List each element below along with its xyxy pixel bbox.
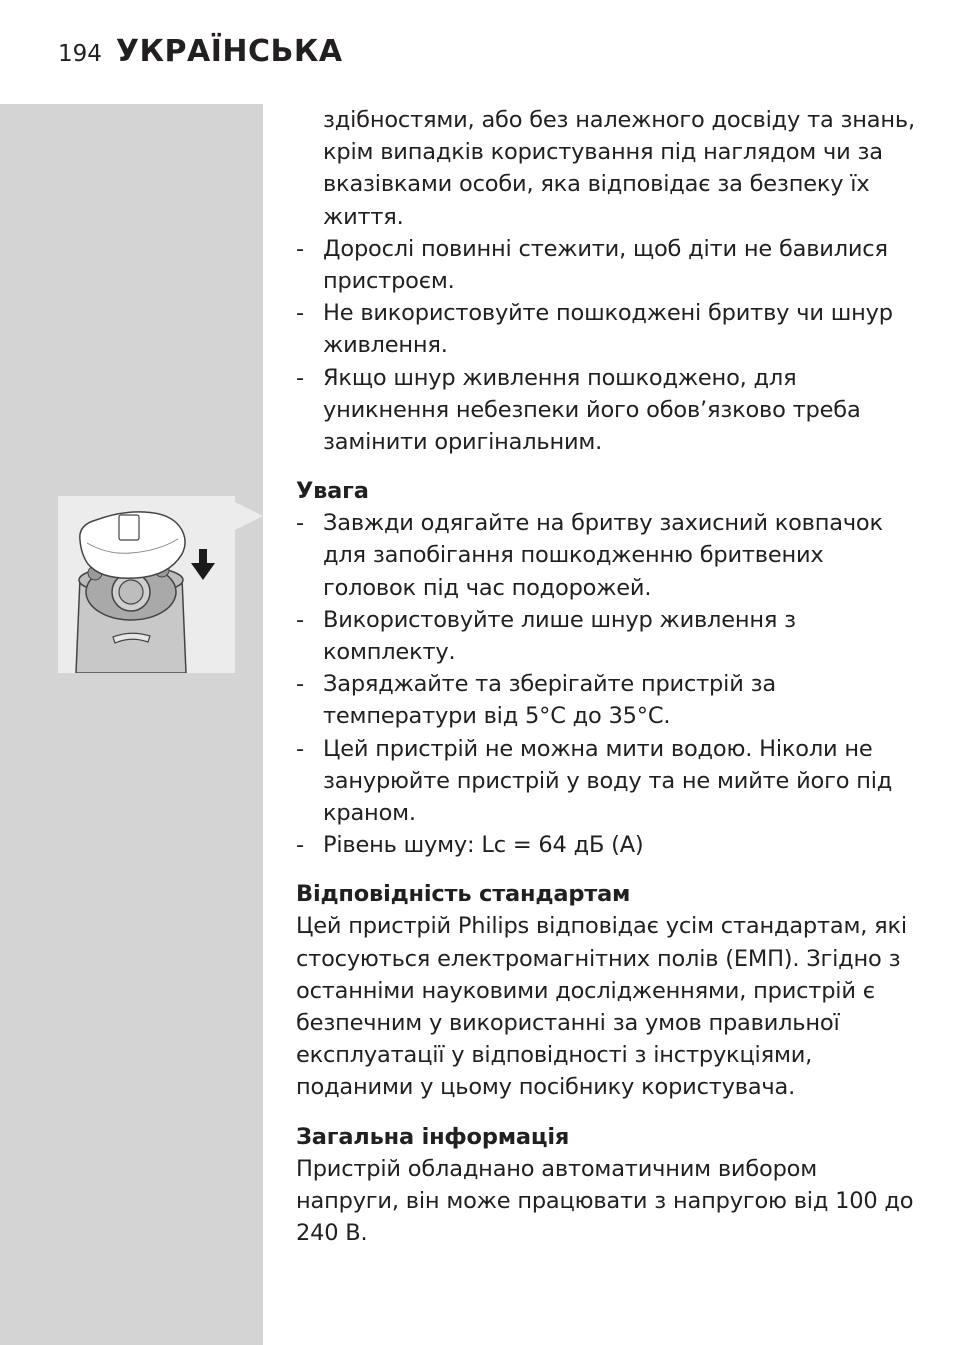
main-content	[296, 104, 916, 1249]
compliance-heading: Відповідність стандартам	[296, 881, 631, 908]
caution-heading: Увага	[296, 478, 369, 505]
page-number: 194	[58, 41, 102, 67]
list-item: - Завжди одягайте на бритву захисний ковпачок для запобігання пошкодженню бритвених головок під час подорожей.	[296, 510, 883, 601]
general-text: Пристрій обладнано автоматичним вибором напруги, він може працювати з напругою від 100 до 240 В.	[296, 1155, 914, 1247]
intro-continuation: здібностями, або без належного досвіду та знань, крім випадків користування під наглядом чи за вказівками особи, яка відповідає за безпеку їх життя.	[323, 107, 915, 230]
intro-list	[296, 233, 916, 458]
caution-list	[296, 507, 916, 861]
section-title: УКРАЇНСЬКА	[115, 34, 343, 69]
arrow-down-icon	[191, 549, 215, 580]
page-header	[58, 34, 343, 74]
general-heading: Загальна інформація	[296, 1123, 570, 1150]
compliance-text: Цей пристрій Philips відповідає усім стандартам, які стосуються електромагнітних полів (ЕМП). Згідно з останніми науковими дослідженнями, пристрій є безпечним у використанні за умов правильної експлуатації у відповідності з інструкціями, поданими у цьому посібнику користувача.	[296, 913, 907, 1101]
list-item: - Дорослі повинні стежити, щоб діти не бавилися пристроєм.	[296, 235, 888, 295]
list-item: - Рівень шуму: Lc = 64 дБ (A)	[296, 832, 644, 859]
shaver-with-cap-icon	[58, 496, 235, 673]
sidebar-column	[0, 104, 263, 1345]
figure-pointer	[235, 502, 263, 530]
list-item: - Заряджайте та зберігайте пристрій за температури від 5°C до 35°C.	[296, 671, 776, 730]
list-item: - Не використовуйте пошкоджені бритву чи шнур живлення.	[296, 300, 893, 359]
list-item: - Цей пристрій не можна мити водою. Ніколи не занурюйте пристрій у воду та не мийте його під краном.	[296, 735, 893, 827]
list-item: - Використовуйте лише шнур живлення з комплекту.	[296, 606, 796, 666]
list-item: - Якщо шнур живлення пошкоджено, для уникнення небезпеки його обов’язково треба замінити оригінальним.	[296, 364, 861, 456]
shaver-cap-illustration	[58, 496, 235, 673]
